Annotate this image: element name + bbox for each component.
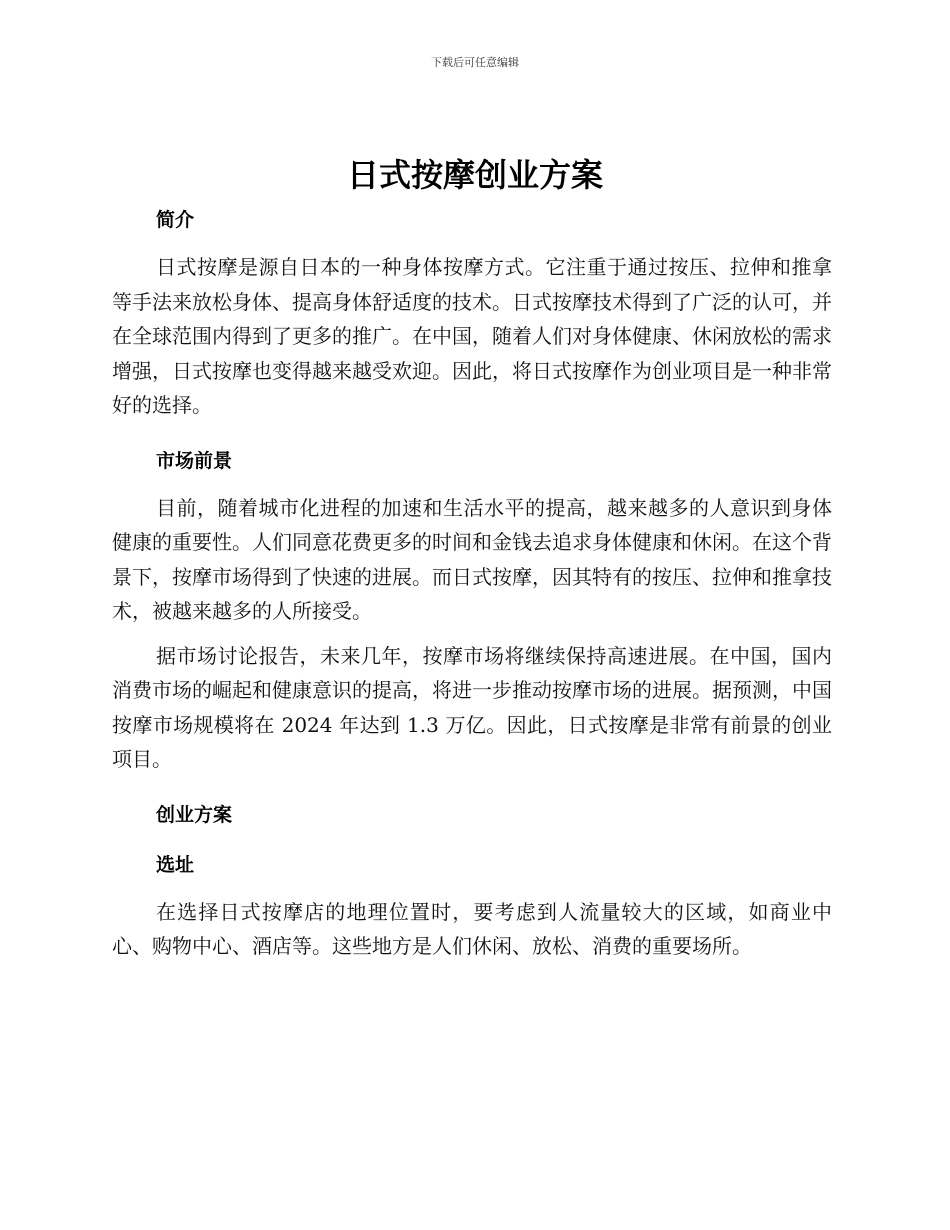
section-heading-market: 市场前景 bbox=[156, 449, 233, 472]
section-heading-intro: 简介 bbox=[156, 209, 195, 231]
document-body bbox=[112, 200, 832, 964]
paragraph-market-2: 据市场讨论报告，未来几年，按摩市场将继续保持高速进展。在中国，国内消费市场的崛起和健康意识的提高，将进一步推动按摩市场的进展。据预测，中国按摩市场规模将在 2024 年达到 1.3 万亿。因此，日式按摩是非常有前景的创业项目。 bbox=[112, 643, 832, 771]
section-heading-location: 选址 bbox=[156, 853, 195, 876]
paragraph-location: 在选择日式按摩店的地理位置时，要考虑到人流量较大的区域，如商业中心、购物中心、酒店等。这些地方是人们休闲、放松、消费的重要场所。 bbox=[112, 899, 832, 958]
document-title: 日式按摩创业方案 bbox=[346, 156, 603, 194]
section-heading-plan: 创业方案 bbox=[156, 803, 233, 826]
header-note: 下载后可任意编辑 bbox=[431, 56, 519, 69]
paragraph-intro: 日式按摩是源自日本的一种身体按摩方式。它注重于通过按压、拉伸和推拿等手法来放松身体、提高身体舒适度的技术。日式按摩技术得到了广泛的认可，并在全球范围内得到了更多的推广。在中国，随着人们对身体健康、休闲放松的需求增强，日式按摩也变得越来越受欢迎。因此，将日式按摩作为创业项目是一种非常好的选择。 bbox=[112, 255, 832, 417]
paragraph-market-1: 目前，随着城市化进程的加速和生活水平的提高，越来越多的人意识到身体健康的重要性。人们同意花费更多的时间和金钱去追求身体健康和休闲。在这个背景下，按摩市场得到了快速的进展。而日式按摩，因其特有的按压、拉伸和推拿技术，被越来越多的人所接受。 bbox=[112, 495, 832, 623]
